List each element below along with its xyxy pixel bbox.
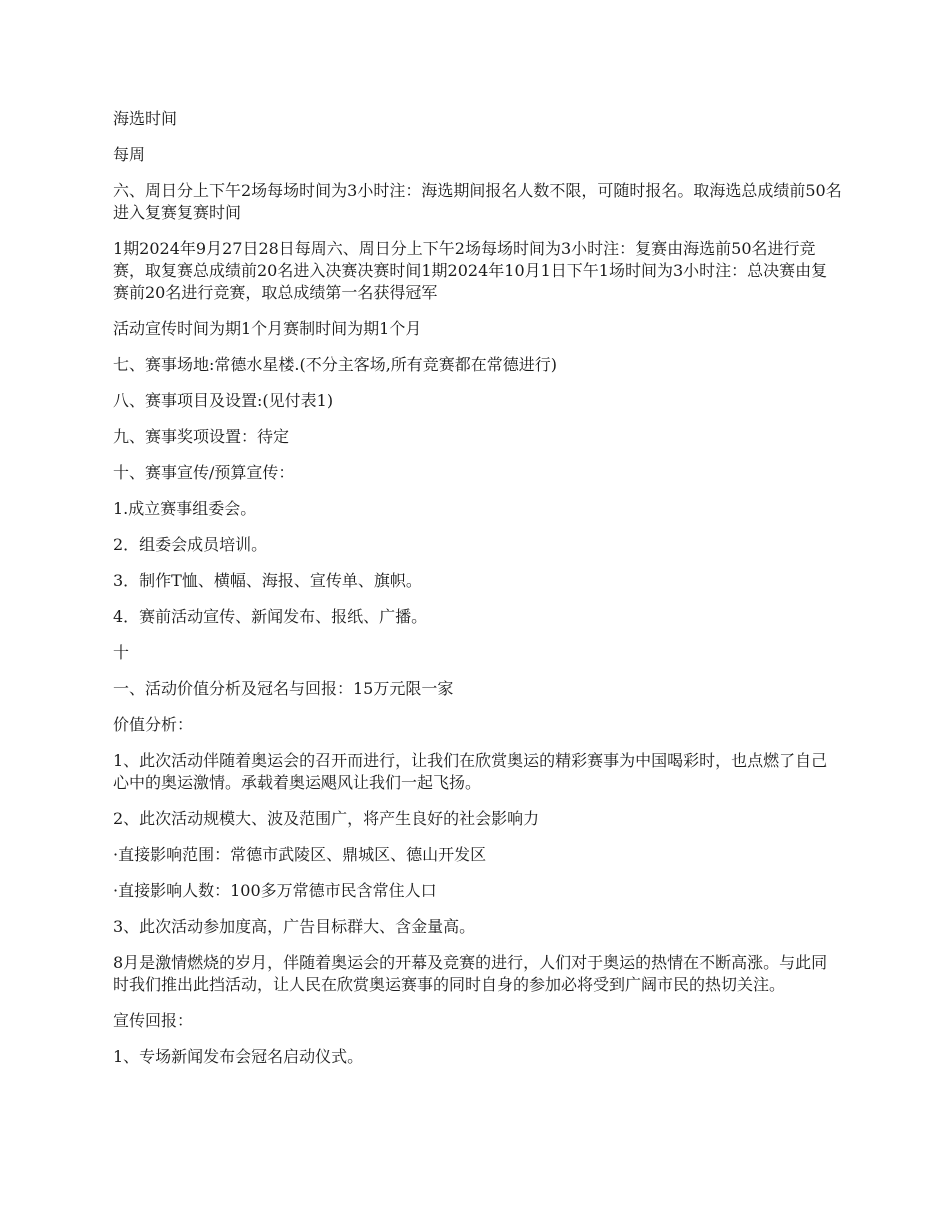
list-item: 1.成立赛事组委会。 [113,499,257,518]
list-item: 1、专场新闻发布会冠名启动仪式。 [113,1047,364,1066]
paragraph-august-description: 8月是激情燃烧的岁月，伴随着奥运会的开幕及竞赛的进行，人们对于奥运的热情在不断高涨。与此同时我们推出此挡活动，让人民在欣赏奥运赛事的同时自身的参加必将受到广阔市民的热切关注。 [113,953,828,994]
paragraph-rematch-final-schedule: 1期2024年9月27日28日每周六、周日分上下午2场每场时间为3小时注：复赛由海选前50名进行竞赛，取复赛总成绩前20名进入决赛决赛时间1期2024年10月1日下午1场时间为3小时注：总决赛由复赛前20名进行竞赛，取总成绩第一名获得冠军 [113,239,828,302]
paragraph-section-number: 十 [113,643,130,662]
paragraph-audition-time-heading: 海选时间 [113,109,178,128]
paragraph-awards: 九、赛事奖项设置：待定 [113,427,290,446]
paragraph-value-analysis-heading: 价值分析： [113,715,194,734]
list-item: 3．制作T恤、横幅、海报、宣传单、旗帜。 [113,571,422,590]
paragraph-audition-schedule: 六、周日分上下午2场每场时间为3小时注：海选期间报名人数不限，可随时报名。取海选总成绩前50名进入复赛复赛时间 [113,181,842,222]
paragraph-weekly: 每周 [113,145,146,164]
paragraph-events-settings: 八、赛事项目及设置:(见付表1) [113,391,334,410]
list-item: 4．赛前活动宣传、新闻发布、报纸、广播。 [113,607,428,626]
paragraph-venue: 七、赛事场地:常德水星楼.(不分主客场,所有竞赛都在常德进行) [113,355,558,374]
paragraph-promotion-budget-heading: 十、赛事宣传/预算宣传： [113,463,295,482]
document-body [113,108,843,1082]
paragraph-promotion-duration: 活动宣传时间为期1个月赛制时间为期1个月 [113,319,422,338]
paragraph-promotion-return-heading: 宣传回报： [113,1011,194,1030]
list-item: 1、此次活动伴随着奥运会的召开而进行，让我们在欣赏奥运的精彩赛事为中国喝彩时，也点燃了自己心中的奥运激情。承载着奥运飓风让我们一起飞扬。 [113,751,828,792]
bullet-item: ·直接影响范围：常德市武陵区、鼎城区、德山开发区 [113,845,487,864]
list-item: 2．组委会成员培训。 [113,535,268,554]
list-item: 3、此次活动参加度高，广告目标群大、含金量高。 [113,917,476,936]
paragraph-value-sponsorship-heading: 一、活动价值分析及冠名与回报：15万元限一家 [113,679,454,698]
bullet-item: ·直接影响人数：100多万常德市民含常住人口 [113,881,437,900]
list-item: 2、此次活动规模大、波及范围广，将产生良好的社会影响力 [113,809,540,828]
